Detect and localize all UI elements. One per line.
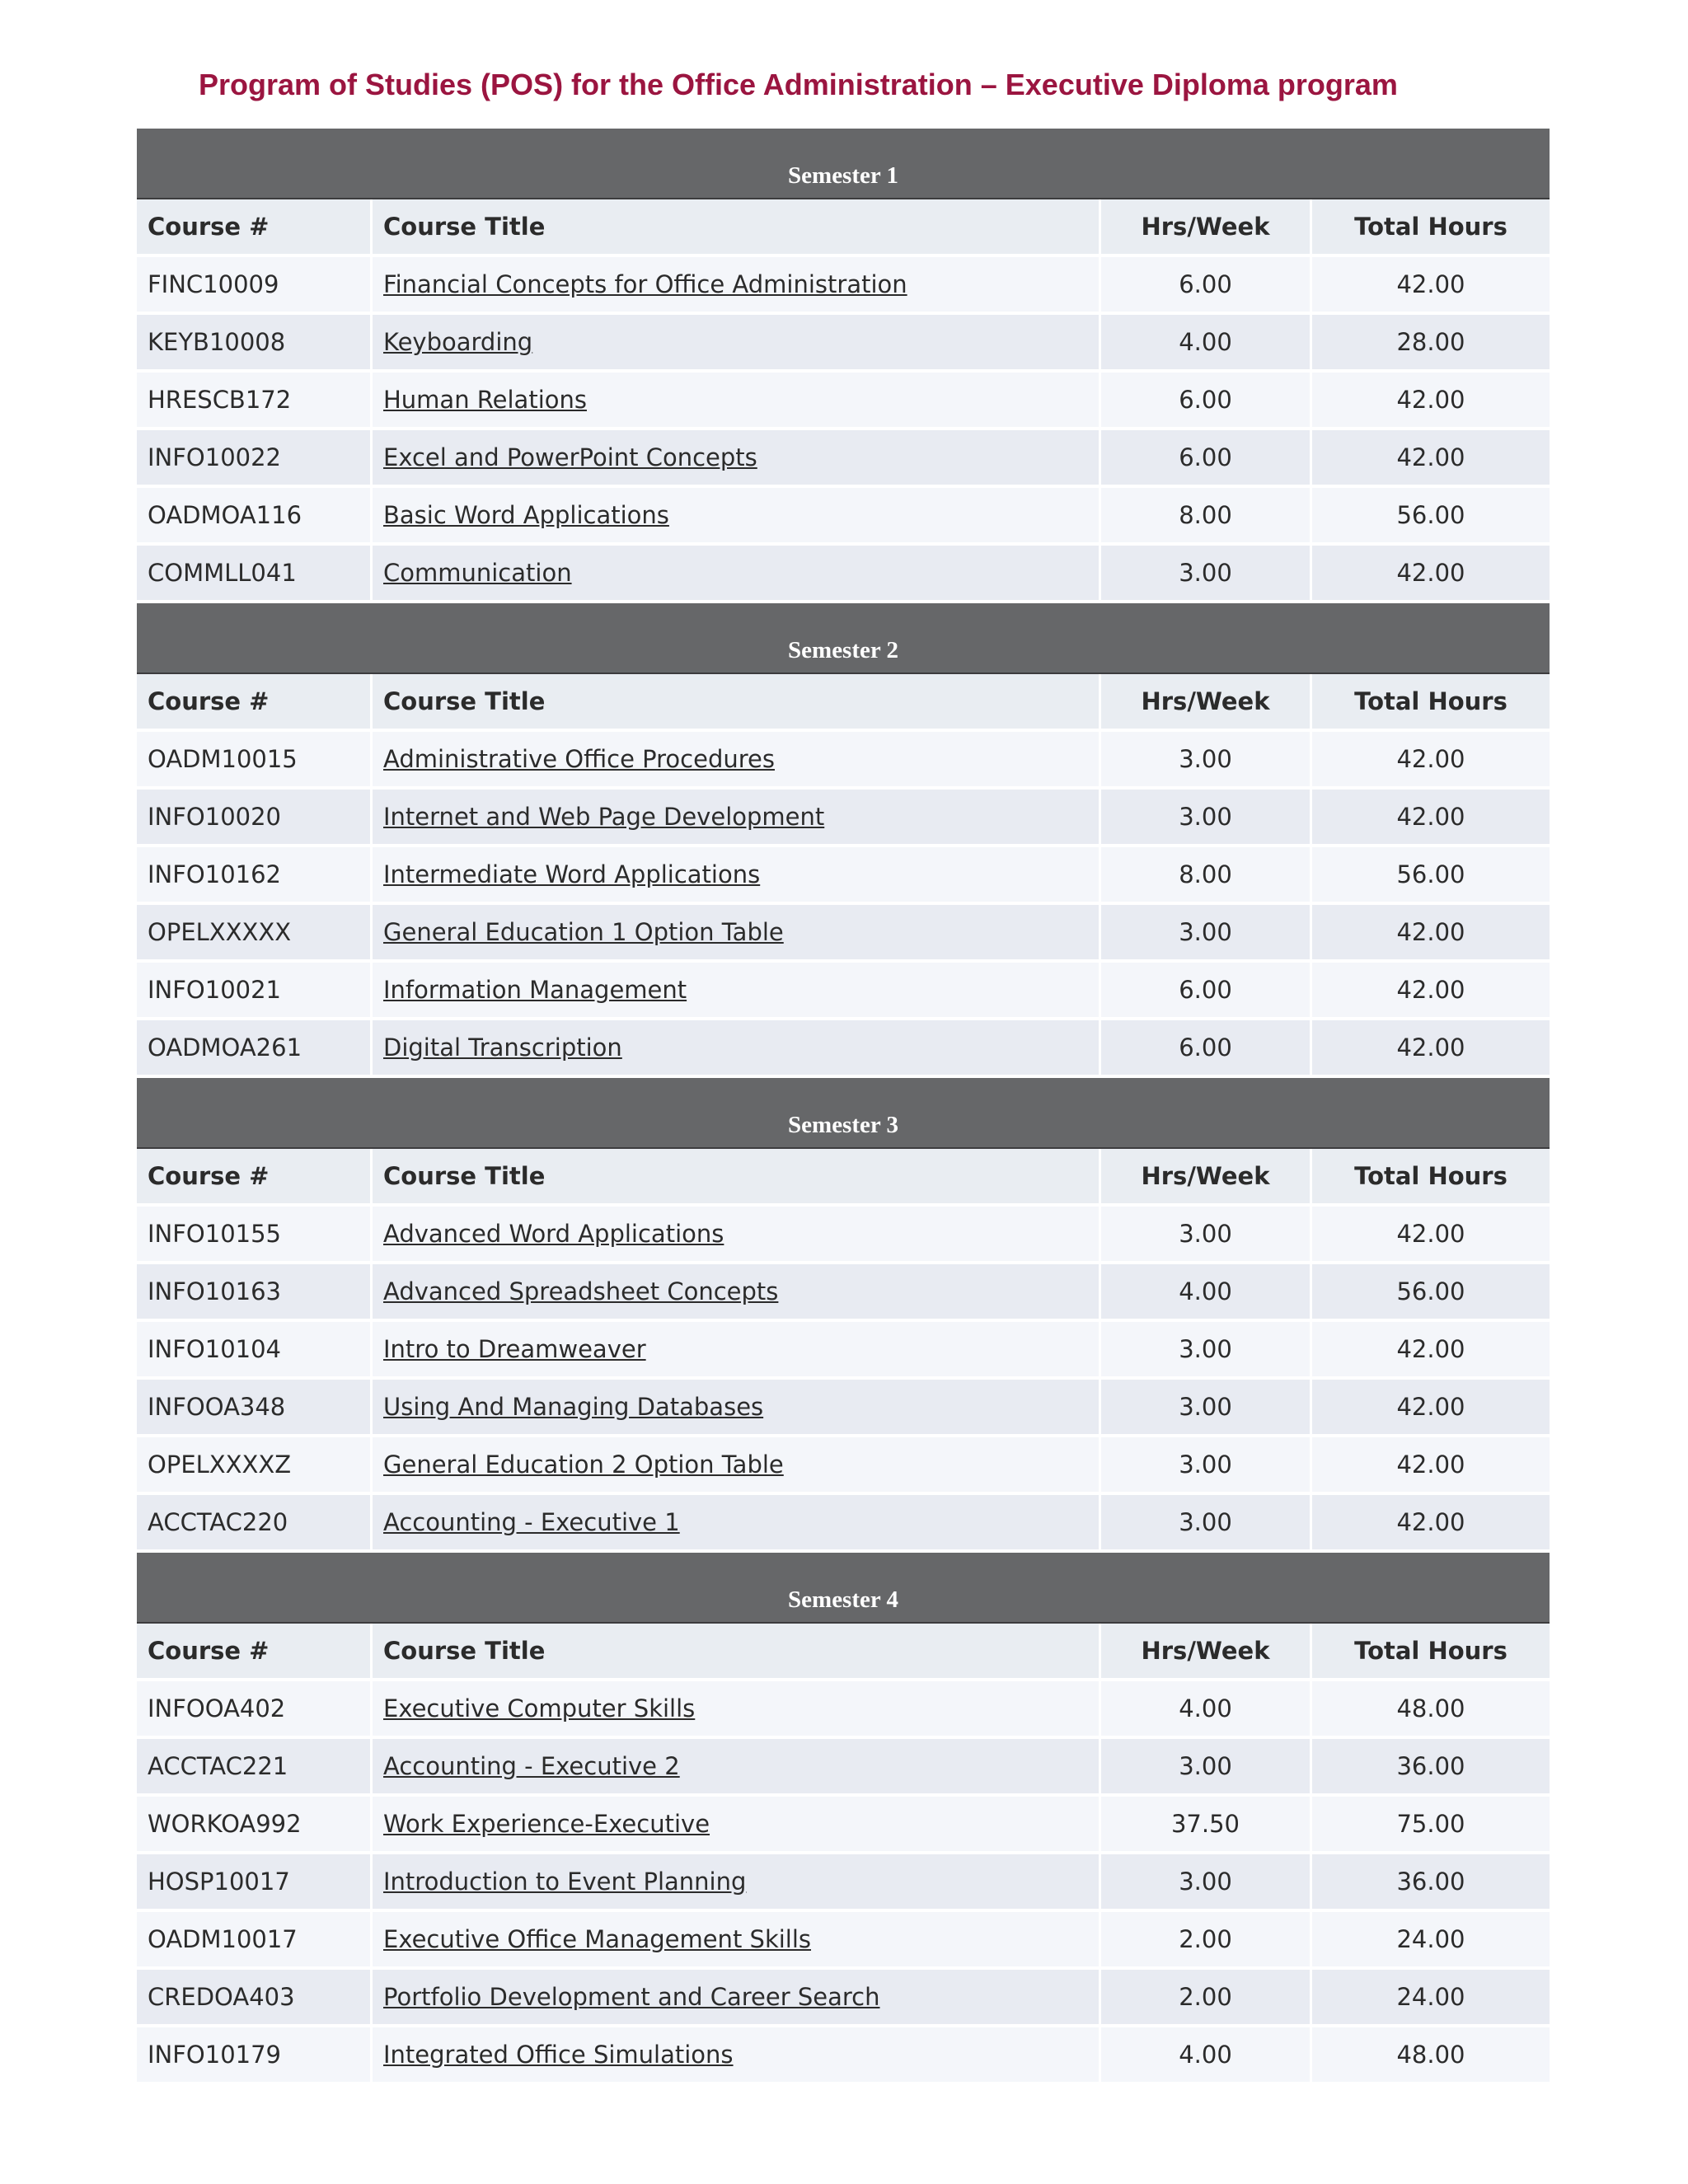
- course-row: [137, 1322, 1550, 1380]
- total-hours: 42.00: [1312, 790, 1550, 847]
- column-header-total-hours: Total Hours: [1312, 199, 1550, 257]
- hours-per-week: 4.00: [1101, 315, 1312, 373]
- hours-per-week: 8.00: [1101, 488, 1312, 546]
- hours-per-week: 3.00: [1101, 790, 1312, 847]
- hours-per-week: 6.00: [1101, 1020, 1312, 1078]
- semester-header-row: [137, 603, 1550, 674]
- semester-header-row: [137, 1078, 1550, 1149]
- course-title-cell: [373, 790, 1101, 847]
- column-header-course-title: Course Title: [373, 199, 1101, 257]
- column-header-hrs-week: Hrs/Week: [1101, 1149, 1312, 1207]
- course-row: [137, 790, 1550, 847]
- course-title-link[interactable]: Integrated Office Simulations: [383, 2041, 734, 2069]
- total-hours: 42.00: [1312, 546, 1550, 603]
- course-code: INFOOA402: [137, 1681, 373, 1739]
- semester-heading: Semester 3: [137, 1078, 1550, 1149]
- total-hours: 42.00: [1312, 1380, 1550, 1437]
- hours-per-week: 3.00: [1101, 1854, 1312, 1912]
- course-code: ACCTAC221: [137, 1739, 373, 1797]
- column-header-row: [137, 1624, 1550, 1681]
- semester-heading: Semester 4: [137, 1553, 1550, 1624]
- total-hours: 36.00: [1312, 1739, 1550, 1797]
- course-row: [137, 315, 1550, 373]
- course-title-link[interactable]: Advanced Spreadsheet Concepts: [383, 1277, 779, 1305]
- column-header-row: [137, 674, 1550, 732]
- hours-per-week: 6.00: [1101, 430, 1312, 488]
- course-code: INFO10021: [137, 963, 373, 1020]
- course-code: OPELXXXXX: [137, 905, 373, 963]
- column-header-row: [137, 1149, 1550, 1207]
- course-row: [137, 1020, 1550, 1078]
- hours-per-week: 4.00: [1101, 1264, 1312, 1322]
- course-row: [137, 1207, 1550, 1264]
- total-hours: 42.00: [1312, 257, 1550, 315]
- course-title-cell: [373, 2027, 1101, 2085]
- column-header-course-number: Course #: [137, 199, 373, 257]
- course-row: [137, 546, 1550, 603]
- course-title-cell: [373, 905, 1101, 963]
- hours-per-week: 3.00: [1101, 1322, 1312, 1380]
- semester-heading: Semester 2: [137, 603, 1550, 674]
- hours-per-week: 6.00: [1101, 963, 1312, 1020]
- total-hours: 42.00: [1312, 1207, 1550, 1264]
- course-title-cell: [373, 732, 1101, 790]
- course-title-link[interactable]: Financial Concepts for Office Administration: [383, 270, 907, 298]
- course-title-cell: [373, 1739, 1101, 1797]
- column-header-hrs-week: Hrs/Week: [1101, 199, 1312, 257]
- course-row: [137, 1437, 1550, 1495]
- semester-header-row: [137, 1553, 1550, 1624]
- course-code: INFO10163: [137, 1264, 373, 1322]
- hours-per-week: 4.00: [1101, 2027, 1312, 2085]
- total-hours: 56.00: [1312, 488, 1550, 546]
- course-title-cell: [373, 1380, 1101, 1437]
- course-title-link[interactable]: Administrative Office Procedures: [383, 745, 775, 773]
- hours-per-week: 3.00: [1101, 1495, 1312, 1553]
- course-title-cell: [373, 257, 1101, 315]
- course-title-link[interactable]: Human Relations: [383, 386, 587, 414]
- total-hours: 24.00: [1312, 1970, 1550, 2027]
- total-hours: 28.00: [1312, 315, 1550, 373]
- course-row: [137, 963, 1550, 1020]
- course-code: OADM10015: [137, 732, 373, 790]
- course-title-link[interactable]: Communication: [383, 559, 572, 587]
- course-title-cell: [373, 1912, 1101, 1970]
- course-title-cell: [373, 1207, 1101, 1264]
- column-header-course-title: Course Title: [373, 1624, 1101, 1681]
- hours-per-week: 3.00: [1101, 1739, 1312, 1797]
- course-title-link[interactable]: Accounting - Executive 1: [383, 1508, 680, 1536]
- column-header-hrs-week: Hrs/Week: [1101, 674, 1312, 732]
- column-header-hrs-week: Hrs/Week: [1101, 1624, 1312, 1681]
- semester-heading: Semester 1: [137, 129, 1550, 199]
- course-row: [137, 373, 1550, 430]
- course-title-link[interactable]: Intermediate Word Applications: [383, 860, 761, 888]
- course-title-cell: [373, 1020, 1101, 1078]
- course-row: [137, 430, 1550, 488]
- column-header-row: [137, 199, 1550, 257]
- column-header-course-number: Course #: [137, 674, 373, 732]
- course-title-link[interactable]: Introduction to Event Planning: [383, 1868, 747, 1896]
- course-code: INFO10155: [137, 1207, 373, 1264]
- course-row: [137, 257, 1550, 315]
- column-header-course-title: Course Title: [373, 1149, 1101, 1207]
- course-title-cell: [373, 1797, 1101, 1854]
- course-code: INFO10020: [137, 790, 373, 847]
- hours-per-week: 8.00: [1101, 847, 1312, 905]
- total-hours: 36.00: [1312, 1854, 1550, 1912]
- total-hours: 56.00: [1312, 1264, 1550, 1322]
- course-code: INFOOA348: [137, 1380, 373, 1437]
- hours-per-week: 2.00: [1101, 1912, 1312, 1970]
- total-hours: 42.00: [1312, 430, 1550, 488]
- hours-per-week: 3.00: [1101, 1207, 1312, 1264]
- hours-per-week: 2.00: [1101, 1970, 1312, 2027]
- hours-per-week: 6.00: [1101, 257, 1312, 315]
- total-hours: 48.00: [1312, 2027, 1550, 2085]
- course-title-link[interactable]: Information Management: [383, 976, 687, 1004]
- course-row: [137, 1912, 1550, 1970]
- course-title-link[interactable]: Advanced Word Applications: [383, 1220, 724, 1248]
- total-hours: 48.00: [1312, 1681, 1550, 1739]
- hours-per-week: 3.00: [1101, 1380, 1312, 1437]
- course-title-cell: [373, 1970, 1101, 2027]
- course-title-link[interactable]: Portfolio Development and Career Search: [383, 1983, 880, 2011]
- hours-per-week: 3.00: [1101, 546, 1312, 603]
- course-row: [137, 1797, 1550, 1854]
- course-title-link[interactable]: Internet and Web Page Development: [383, 803, 825, 831]
- total-hours: 42.00: [1312, 1020, 1550, 1078]
- course-code: COMMLL041: [137, 546, 373, 603]
- hours-per-week: 6.00: [1101, 373, 1312, 430]
- course-title-link[interactable]: Executive Office Management Skills: [383, 1925, 812, 1953]
- course-row: [137, 1495, 1550, 1553]
- course-title-cell: [373, 1437, 1101, 1495]
- course-code: HOSP10017: [137, 1854, 373, 1912]
- course-code: INFO10104: [137, 1322, 373, 1380]
- course-title-cell: [373, 1322, 1101, 1380]
- course-code: WORKOA992: [137, 1797, 373, 1854]
- hours-per-week: 3.00: [1101, 905, 1312, 963]
- course-row: [137, 732, 1550, 790]
- course-code: OPELXXXXZ: [137, 1437, 373, 1495]
- course-code: INFO10179: [137, 2027, 373, 2085]
- total-hours: 75.00: [1312, 1797, 1550, 1854]
- hours-per-week: 4.00: [1101, 1681, 1312, 1739]
- course-row: [137, 1854, 1550, 1912]
- course-row: [137, 488, 1550, 546]
- program-of-studies-table: [137, 129, 1550, 2085]
- course-title-link[interactable]: General Education 2 Option Table: [383, 1451, 784, 1479]
- column-header-course-number: Course #: [137, 1149, 373, 1207]
- course-title-link[interactable]: Digital Transcription: [383, 1033, 622, 1062]
- total-hours: 42.00: [1312, 732, 1550, 790]
- course-title-link[interactable]: Using And Managing Databases: [383, 1393, 764, 1421]
- course-title-cell: [373, 430, 1101, 488]
- course-row: [137, 1264, 1550, 1322]
- course-code: CREDOA403: [137, 1970, 373, 2027]
- total-hours: 42.00: [1312, 1437, 1550, 1495]
- course-code: OADM10017: [137, 1912, 373, 1970]
- course-row: [137, 1970, 1550, 2027]
- column-header-total-hours: Total Hours: [1312, 1624, 1550, 1681]
- course-code: KEYB10008: [137, 315, 373, 373]
- course-code: ACCTAC220: [137, 1495, 373, 1553]
- hours-per-week: 3.00: [1101, 1437, 1312, 1495]
- course-code: HRESCB172: [137, 373, 373, 430]
- course-row: [137, 905, 1550, 963]
- column-header-total-hours: Total Hours: [1312, 1149, 1550, 1207]
- total-hours: 42.00: [1312, 963, 1550, 1020]
- total-hours: 56.00: [1312, 847, 1550, 905]
- course-title-cell: [373, 1854, 1101, 1912]
- page-title: Program of Studies (POS) for the Office Administration – Executive Diploma program: [199, 68, 1398, 101]
- hours-per-week: 3.00: [1101, 732, 1312, 790]
- course-row: [137, 1739, 1550, 1797]
- course-row: [137, 2027, 1550, 2085]
- course-title-cell: [373, 546, 1101, 603]
- course-title-link[interactable]: Keyboarding: [383, 328, 533, 356]
- course-code: OADMOA116: [137, 488, 373, 546]
- total-hours: 42.00: [1312, 1495, 1550, 1553]
- program-table-body: [137, 129, 1550, 2085]
- course-title-link[interactable]: Basic Word Applications: [383, 501, 669, 529]
- course-title-link[interactable]: General Education 1 Option Table: [383, 918, 784, 946]
- course-code: INFO10022: [137, 430, 373, 488]
- total-hours: 24.00: [1312, 1912, 1550, 1970]
- course-title-link[interactable]: Accounting - Executive 2: [383, 1752, 680, 1780]
- total-hours: 42.00: [1312, 1322, 1550, 1380]
- course-code: FINC10009: [137, 257, 373, 315]
- course-title-link[interactable]: Executive Computer Skills: [383, 1694, 696, 1722]
- semester-header-row: [137, 129, 1550, 199]
- course-title-cell: [373, 488, 1101, 546]
- course-title-cell: [373, 1681, 1101, 1739]
- course-row: [137, 1380, 1550, 1437]
- column-header-total-hours: Total Hours: [1312, 674, 1550, 732]
- course-code: OADMOA261: [137, 1020, 373, 1078]
- course-title-cell: [373, 1495, 1101, 1553]
- column-header-course-number: Course #: [137, 1624, 373, 1681]
- total-hours: 42.00: [1312, 373, 1550, 430]
- course-title-cell: [373, 847, 1101, 905]
- course-title-link[interactable]: Excel and PowerPoint Concepts: [383, 443, 757, 471]
- course-code: INFO10162: [137, 847, 373, 905]
- course-title-cell: [373, 963, 1101, 1020]
- course-title-link[interactable]: Work Experience-Executive: [383, 1810, 710, 1838]
- column-header-course-title: Course Title: [373, 674, 1101, 732]
- course-row: [137, 847, 1550, 905]
- course-title-cell: [373, 315, 1101, 373]
- hours-per-week: 37.50: [1101, 1797, 1312, 1854]
- course-title-cell: [373, 373, 1101, 430]
- course-title-link[interactable]: Intro to Dreamweaver: [383, 1335, 646, 1363]
- course-row: [137, 1681, 1550, 1739]
- course-title-cell: [373, 1264, 1101, 1322]
- total-hours: 42.00: [1312, 905, 1550, 963]
